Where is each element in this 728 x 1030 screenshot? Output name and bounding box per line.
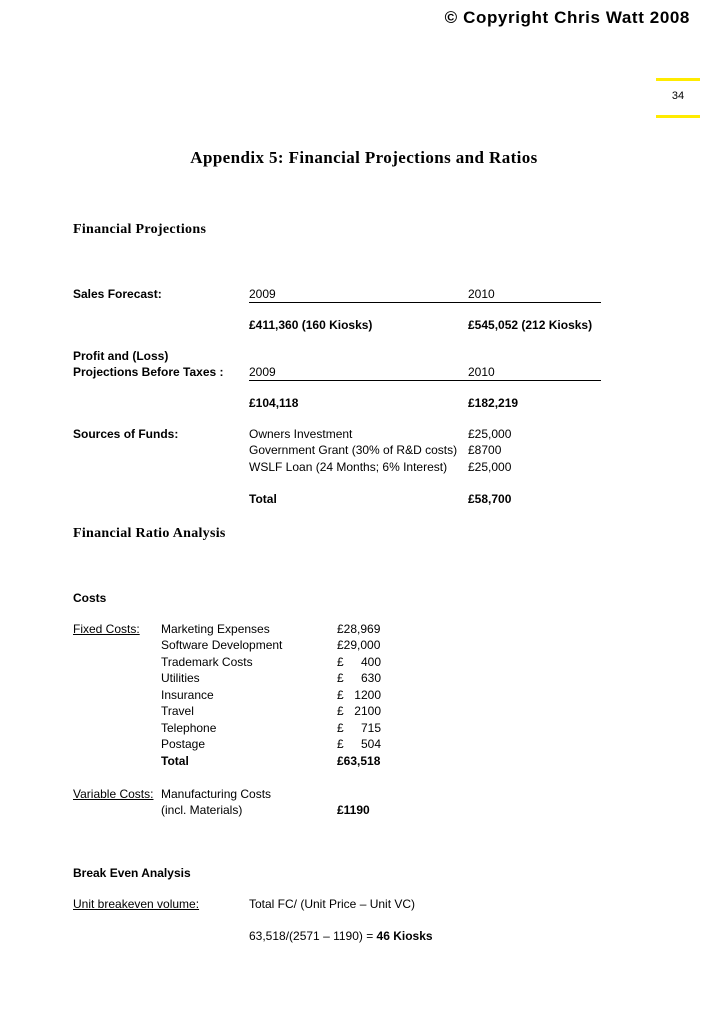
fixed-cost-item: Trademark Costs	[161, 655, 253, 669]
fund-item-value: £25,000	[468, 460, 512, 474]
fixed-cost-value: £ 1200	[337, 688, 381, 702]
variable-cost-item-line2: (incl. Materials)	[161, 803, 243, 817]
breakeven-calculation: 63,518/(2571 – 1190) = 46 Kiosks	[249, 929, 433, 943]
page-title: Appendix 5: Financial Projections and Ratios	[190, 148, 538, 167]
profit-year-2009: 2009	[249, 365, 276, 379]
sales-forecast-label: Sales Forecast:	[73, 287, 162, 301]
costs-heading: Costs	[73, 591, 107, 605]
fixed-cost-item: Travel	[161, 704, 194, 718]
funds-total-value: £58,700	[468, 492, 512, 506]
sales-value-2009: £411,360 (160 Kiosks)	[249, 318, 373, 332]
fixed-cost-item: Utilities	[161, 671, 200, 685]
fixed-costs-total-value: £63,518	[337, 754, 381, 768]
breakeven-formula: Total FC/ (Unit Price – Unit VC)	[249, 897, 416, 911]
profit-year-2010: 2010	[468, 365, 495, 379]
variable-cost-value: £1190	[337, 803, 370, 817]
profit-label-line1: Profit and (Loss)	[73, 349, 169, 363]
fixed-cost-item: Telephone	[161, 721, 217, 735]
fund-item-name: Government Grant (30% of R&D costs)	[249, 443, 458, 457]
page-number-bottom-bar	[656, 115, 700, 118]
fund-item-name: WSLF Loan (24 Months; 6% Interest)	[249, 460, 448, 474]
sales-year-2009: 2009	[249, 287, 276, 301]
fixed-cost-value: £ 400	[337, 655, 381, 669]
fixed-cost-value: £ 715	[337, 721, 381, 735]
variable-cost-item-line1: Manufacturing Costs	[161, 787, 272, 801]
unit-breakeven-label: Unit breakeven volume:	[73, 897, 200, 911]
page-number: 34	[671, 90, 685, 102]
funds-total-label: Total	[249, 492, 277, 506]
profit-label-line2: Projections Before Taxes :	[73, 365, 224, 379]
financial-ratio-analysis-heading: Financial Ratio Analysis	[73, 526, 226, 541]
fixed-costs-label: Fixed Costs:	[73, 622, 140, 636]
sales-year-2010: 2010	[468, 287, 495, 301]
fixed-cost-value: £ 2100	[337, 704, 381, 718]
fixed-cost-value: £29,000	[337, 638, 381, 652]
fixed-cost-value: £ 504	[337, 737, 381, 751]
fixed-cost-value: £28,969	[337, 622, 381, 636]
sales-year-underline	[249, 302, 601, 303]
fixed-cost-item: Marketing Expenses	[161, 622, 270, 636]
profit-value-2009: £104,118	[249, 396, 299, 410]
profit-value-2010: £182,219	[468, 396, 519, 410]
variable-costs-label: Variable Costs:	[73, 787, 154, 801]
financial-projections-heading: Financial Projections	[73, 222, 207, 237]
fixed-cost-item: Postage	[161, 737, 206, 751]
page-number-top-bar	[656, 78, 700, 81]
sales-value-2010: £545,052 (212 Kiosks)	[468, 318, 593, 332]
profit-year-underline	[249, 380, 601, 381]
fund-item-value: £25,000	[468, 427, 512, 441]
copyright-notice: © Copyright Chris Watt 2008	[444, 8, 690, 27]
fund-item-name: Owners Investment	[249, 427, 353, 441]
fixed-cost-item: Insurance	[161, 688, 214, 702]
fixed-cost-item: Software Development	[161, 638, 283, 652]
fixed-cost-value: £ 630	[337, 671, 381, 685]
fund-item-value: £8700	[468, 443, 502, 457]
breakeven-result: 46 Kiosks	[376, 929, 433, 943]
fixed-costs-total-label: Total	[161, 754, 189, 768]
sources-of-funds-label: Sources of Funds:	[73, 427, 179, 441]
break-even-heading: Break Even Analysis	[73, 866, 191, 880]
